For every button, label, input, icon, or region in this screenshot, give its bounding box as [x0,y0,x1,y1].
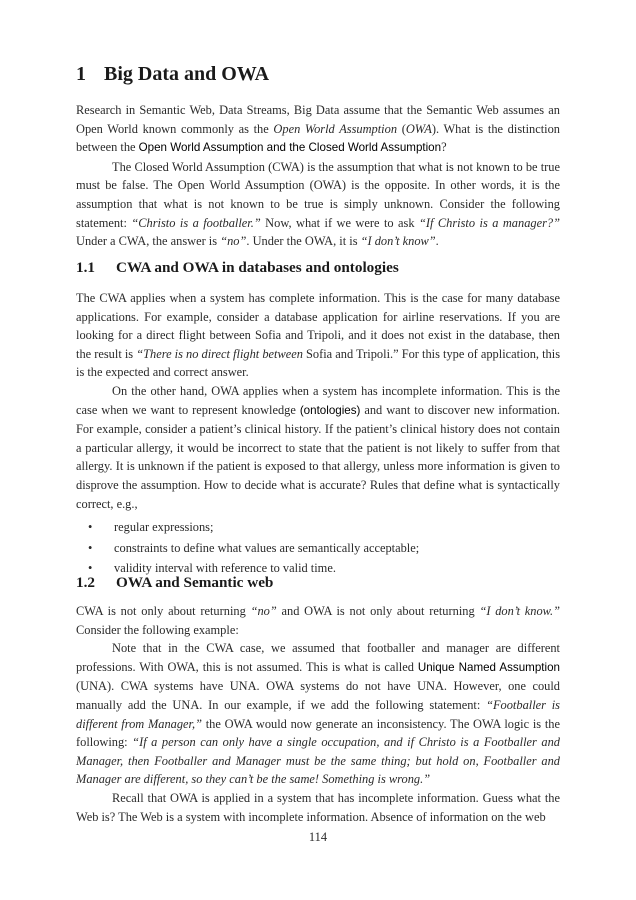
intro-paragraph-1: Research in Semantic Web, Data Streams, Big Data assume that the Semantic Web assumes an Open World known commonly as the Open World Assumption (OWA). What is the distinction between the Open World Assumption and the Closed World Assumption? [76,103,560,155]
chapter-title: Big Data and OWA [104,63,270,85]
section-1-1-paragraph-1: The CWA applies when a system has complete information. This is the case for many database applications. For example, consider a database application for airline reservations. If you are looking for a direct flight between Sofia and Tripoli, and it does not exist in the database, then the result is “There is no direct flight between Sofia and Tripoli.” For this type of application, this is the expected and correct answer. [76,291,561,380]
section-1-1-paragraph-2: On the other hand, OWA applies when a system has incomplete information. This is the case when we want to represent knowledge (ontologies) and want to discover new information. For example, consider a patient’s clinical history. If the patient’s clinical history does not contain a particular allergy, it would be incorrect to state that the patient is not likely to suffer from that allergy. It is unknown if the patient is exposed to that allergy, unless more information is given to disprove the assumption. How to decide what is accurate? Rules that define what is syntactically correct, e.g., [76,383,560,511]
section-1-2-paragraph-2: Note that in the CWA case, we assumed that footballer and manager are different professions. With OWA, this is not assumed. This is what is called Unique Named Assumption (UNA). CWA systems have UNA. OWA systems do not have UNA. However, one could manually add the UNA. In our example, if we add the following statement: “Footballer is different from Manager,” the OWA would now generate an inconsistency. The OWA logic is the following: “If a person can only have a single occupation, and if Christo is a Footballer and Manager, then Footballer and Manager must be the same thing; but hold on, Footballer and Manager are different, so they can’t be the same! Something is wrong.” [76,641,560,787]
section-1-2-paragraph-1: CWA is not only about returning “no” and OWA is not only about returning “I don’t know.” Consider the following example: [76,604,561,637]
section-1-2-body [76,602,560,826]
section-title: OWA and Semantic web [116,574,274,591]
section-heading [76,258,560,278]
bullet-icon: • [88,561,93,576]
page-number: 114 [308,830,328,844]
section-1-2-paragraph-3: Recall that OWA is applied in a system that has incomplete information. Guess what the Web is? The Web is a system with incomplete information. Absence of information on the web [76,790,560,824]
section-title: CWA and OWA in databases and ontologies [116,259,399,276]
emphasis-term: Unique Named Assumption [417,660,560,674]
chapter-heading [76,62,269,86]
intro-paragraph-2: The Closed World Assumption (CWA) is the assumption that what is not known to be true must be false. The Open World Assumption (OWA) is the opposite. In other words, it is the assumption that what is not known to be true is simply unknown. Consider the following statement: “Christo is a footballer.” Now, what if we were to ask “If Christo is a manager?” Under a CWA, the answer is “no”. Under the OWA, it is “I don’t know”. [76,159,560,249]
bullet-list [76,517,560,579]
list-item: • validity interval with reference to valid time. [76,558,560,579]
chapter-number: 1 [76,63,86,85]
bullet-icon: • [88,540,93,555]
section-1-1 [76,258,560,278]
section-1-1-body [76,289,560,579]
emphasis-term: Open World Assumption and the Closed World Assumption [138,141,442,155]
intro-section [76,101,560,251]
emphasis-term: (ontologies) [299,403,361,417]
section-number: 1.2 [76,574,95,591]
list-item: • regular expressions; [76,517,560,538]
list-item: • constraints to define what values are semantically acceptable; [76,538,560,559]
section-1-2 [76,573,560,593]
bullet-icon: • [88,520,93,535]
section-heading [76,573,560,593]
section-number: 1.1 [76,259,95,276]
